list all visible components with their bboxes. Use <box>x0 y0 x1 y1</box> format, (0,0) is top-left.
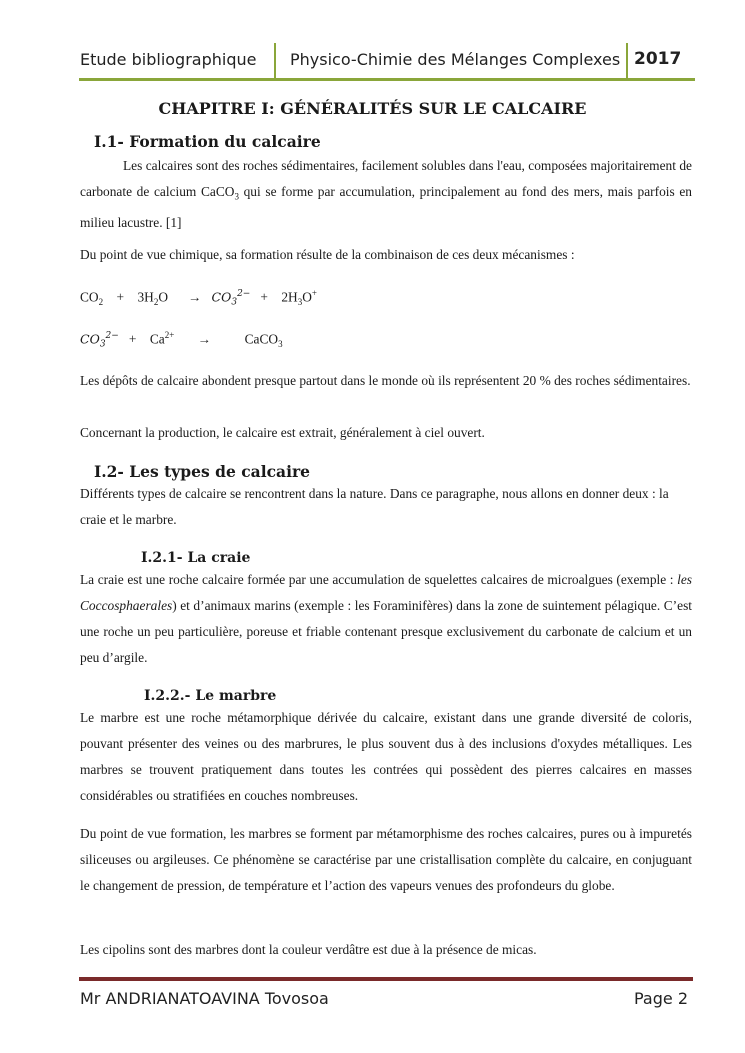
header-left: Etude bibliographique <box>80 50 257 69</box>
paragraph: Différents types de calcaire se rencontrent dans la nature. Dans ce paragraphe, nous allons en donner deux : la craie et le marbre. <box>80 486 669 527</box>
footer-page-number: Page 2 <box>634 989 688 1008</box>
paragraph: La craie est une roche calcaire formée par une accumulation de squelettes calcaires de microalgues (exemple : les Coccosphaerales) et d’animaux marins (exemple : les Foraminifères) dans la zone de suintement pélagique. C’est une roche un peu particulière, poreuse et friable contenant presque exclusivement du carbonate de calcium et un peu d’argile. <box>80 572 692 665</box>
paragraph: Les dépôts de calcaire abondent presque partout dans le monde où ils représentent 20 % des roches sédimentaires. <box>80 373 691 388</box>
header-separator <box>626 43 628 79</box>
paragraph: Le marbre est une roche métamorphique dérivée du calcaire, existant dans une grande diversité de coloris, pouvant présenter des veines ou des marbrures, le plus souvent dus à des inclusions d'oxydes métalliques. Les marbres se trouvent pratiquement dans toutes les contrées qui possèdent des pierres calcaires en masses considérables ou stratifiées en couches nombreuses. <box>80 710 692 803</box>
section-heading: I.1- Formation du calcaire <box>94 132 321 151</box>
footer-author: Mr ANDRIANATOAVINA Tovosoa <box>80 989 329 1008</box>
chapter-title: CHAPITRE I: GÉNÉRALITÉS SUR LE CALCAIRE <box>158 99 587 118</box>
paragraph: Du point de vue formation, les marbres se forment par métamorphisme des roches calcaires, pures ou à impuretés siliceuses ou argileuses. Ce phénomène se caractérise par une cristallisation complète du calcaire, en conjuguant le changement de pression, de température et l’action des vapeurs venues des profondeurs du globe. <box>80 826 692 893</box>
subsection-heading: I.2.1- La craie <box>141 550 251 566</box>
header-separator <box>274 43 276 79</box>
paragraph: Les cipolins sont des marbres dont la couleur verdâtre est due à la présence de micas. <box>80 942 537 957</box>
footer-rule <box>79 977 693 981</box>
section-heading: I.2- Les types de calcaire <box>94 462 310 481</box>
paragraph: Concernant la production, le calcaire est extrait, généralement à ciel ouvert. <box>80 425 485 440</box>
header-rule <box>79 78 695 81</box>
paragraph: Du point de vue chimique, sa formation résulte de la combinaison de ces deux mécanismes : <box>80 247 575 262</box>
paragraph: Les calcaires sont des roches sédimentaires, facilement solubles dans l'eau, composées majoritairement de carbonate de calcium CaCO$_3$ qui se forme par accumulation, principalement au fond des mers, mais parfois en milieu lacustre. [1] <box>80 158 692 230</box>
subsection-heading: I.2.2.- Le marbre <box>144 688 277 704</box>
equation-1: $CO_2$ + $3H_2O$ → $CO_3^{2-}$ + $2H_3O^+$ <box>80 288 317 308</box>
header-year: 2017 <box>634 49 682 69</box>
equation-2: $CO_3^{2-}$ + $Ca^{2+}$ → CaCO$_3$ <box>80 330 283 350</box>
header-center: Physico-Chimie des Mélanges Complexes <box>290 50 621 69</box>
